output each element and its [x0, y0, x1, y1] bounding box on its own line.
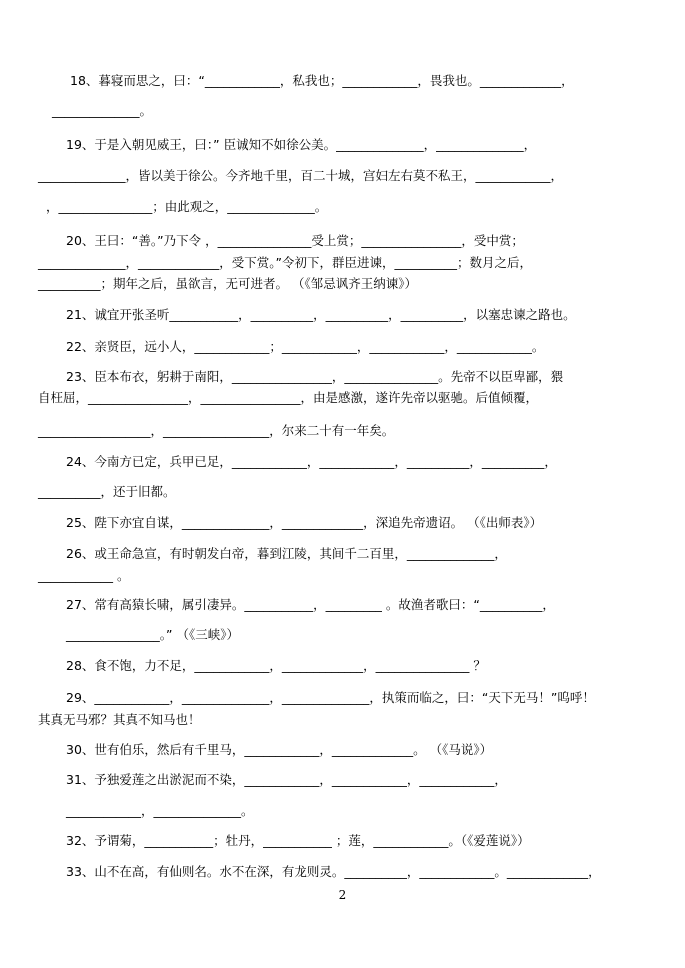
question-line: 24、今南方已定，兵甲已足，____________，____________，__________，__________，: [66, 454, 557, 469]
question-line: 26、或王命急宣，有时朝发白帝，暮到江陵，其间千二百里，______________，: [66, 546, 507, 561]
question-line: ，_______________；由此观之，______________。: [46, 199, 328, 214]
question-line: 20、王曰：“善。”乃下令 ，_______________受上赏；________________，受中赏；: [66, 233, 524, 248]
question-line: 32、予谓菊，___________；牡丹，___________ ；莲，____________。（《爱莲说》）: [66, 833, 530, 848]
question-line: 19、于是入朝见威王，曰：” 臣诚知不如徐公美。______________，______________，: [66, 137, 537, 152]
question-line: _______________。” （《三峡》）: [66, 627, 239, 642]
question-line: 27、常有高猿长啸，属引凄异。___________，_________ 。故渔者歌曰：“__________，: [66, 597, 555, 612]
question-line: 18、暮寝而思之，曰：“____________，私我也；____________，畏我也。_____________，: [70, 73, 574, 88]
question-line: __________________，_________________，尔来二十有一年矣。: [38, 423, 395, 438]
question-line: ____________ 。: [38, 568, 130, 583]
question-line: __________；期年之后，虽欲言，无可进者。 （《邹忌讽齐王纳谏》）: [38, 276, 417, 291]
question-line: ______________，_____________，受下赏。”令初下，群臣进谏，__________；数月之后，: [38, 255, 532, 270]
question-line: 31、予独爱莲之出淤泥而不染，____________，____________，____________，: [66, 772, 507, 787]
question-line: 23、臣本布衣，躬耕于南阳，________________，_______________。先帝不以臣卑鄙，猥: [66, 369, 564, 384]
question-line: ______________，皆以美于徐公。今齐地千里，百二十城，宫妇左右莫不私王，____________，: [38, 168, 564, 183]
question-line: 22、亲贤臣，远小人，____________；____________，____________，____________。: [66, 339, 545, 354]
question-line: 30、世有伯乐，然后有千里马，____________，_____________。 （《马说》）: [66, 742, 493, 757]
page-number: 2: [338, 888, 347, 902]
question-line: ______________。: [52, 103, 153, 118]
question-line: 25、陛下亦宜自谋，______________，_____________，深追先帝遗诏。 （《出师表》）: [66, 515, 543, 530]
question-line: 其真无马邪？其真不知马也！: [38, 712, 201, 727]
question-line: 自枉屈，________________，________________，由是感激，遂许先帝以驱驰。后值倾覆，: [38, 390, 539, 405]
question-line: 21、诚宜开张圣听___________，__________，__________，__________，以塞忠谏之路也。: [66, 307, 576, 322]
question-line: 28、食不饱，力不足，____________，_____________，_______________ ？: [66, 658, 486, 673]
question-line: 33、山不在高，有仙则名。水不在深，有龙则灵。__________，____________。_____________，: [66, 864, 601, 879]
question-line: 29、____________，______________，______________，执策而临之，曰：“天下无马！”呜呼！: [66, 690, 595, 705]
question-line: __________，还于旧都。: [38, 484, 176, 499]
question-line: ____________，______________。: [66, 803, 254, 818]
